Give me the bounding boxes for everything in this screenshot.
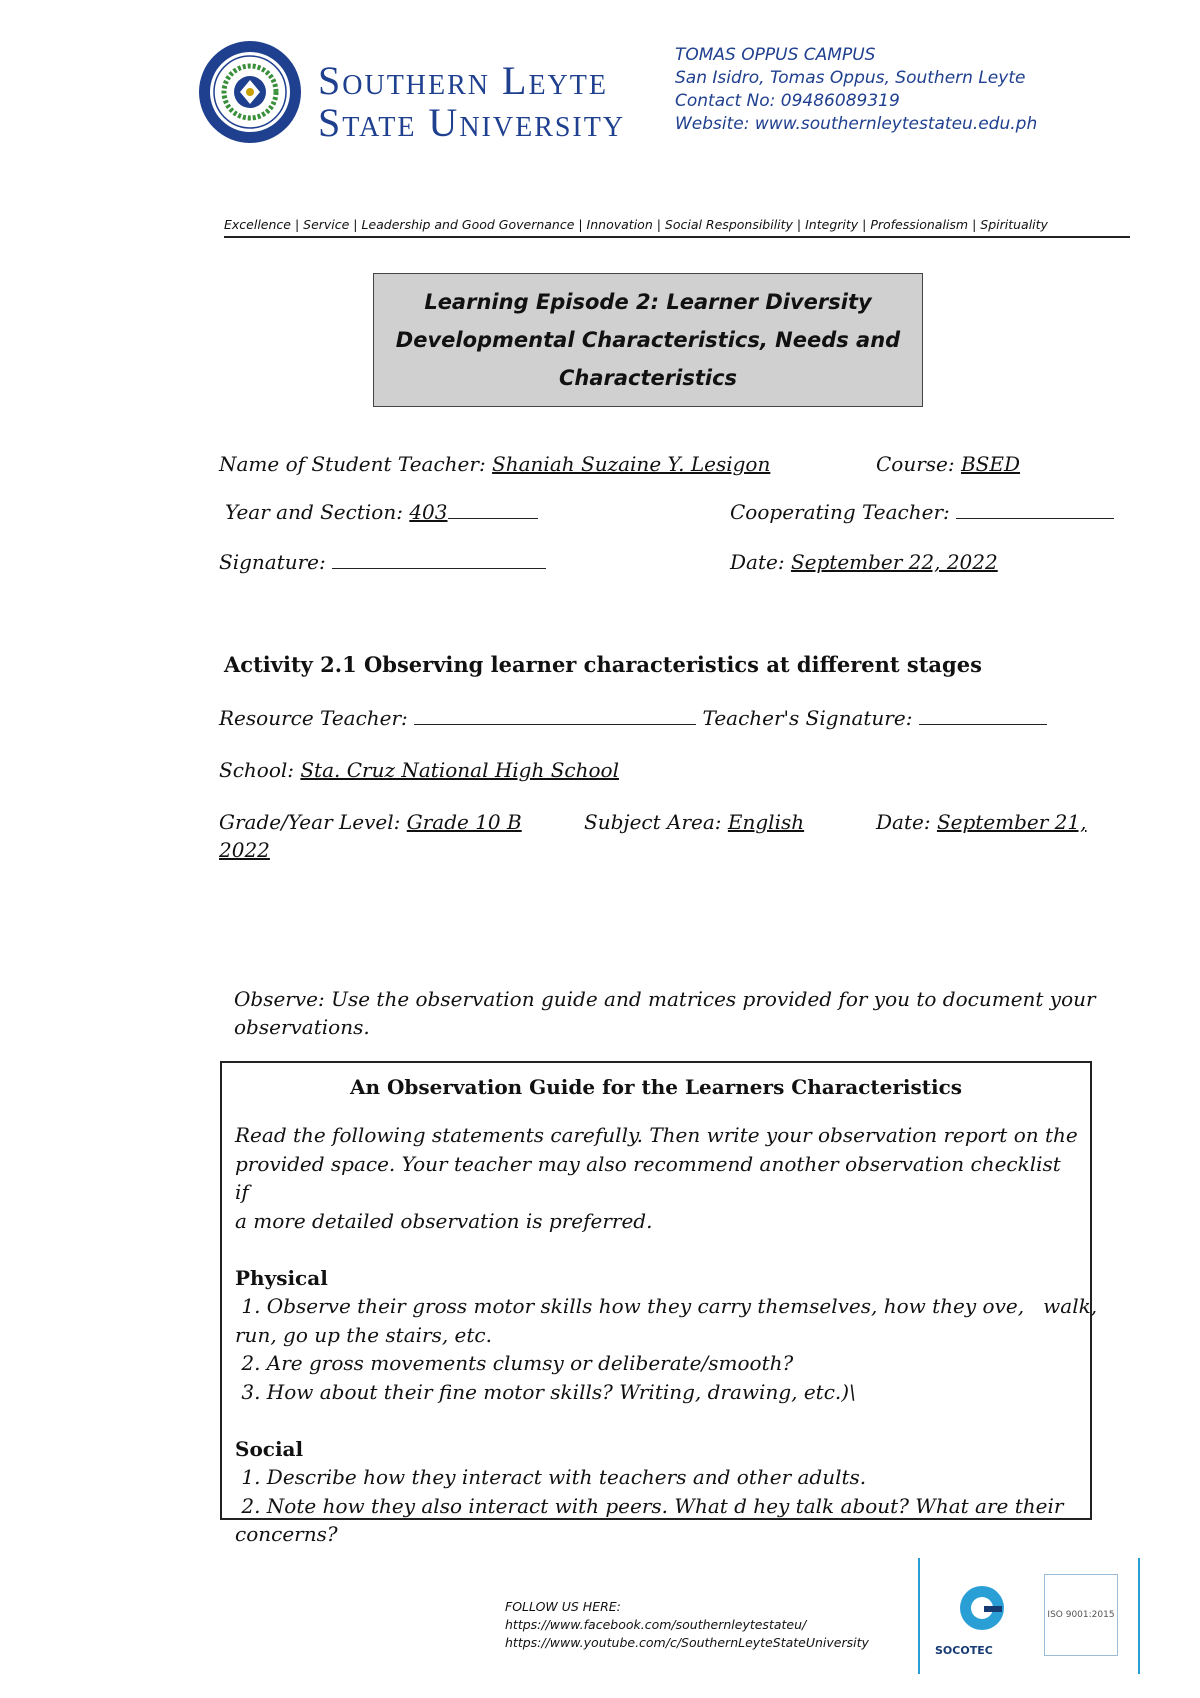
socotec-logo-icon	[940, 1572, 1024, 1642]
activity-title: Activity 2.1 Observing learner characteristics at different stages	[224, 652, 982, 677]
guide-title: An Observation Guide for the Learners Characteristics	[349, 1075, 963, 1099]
social-heading: Social	[235, 1436, 304, 1461]
year-section-value: 403	[409, 500, 448, 524]
observe-instructions	[234, 985, 1104, 1041]
social-item-2b: concerns?	[235, 1522, 338, 1546]
school-label: School:	[219, 758, 294, 782]
physical-item-3: 3. How about their fine motor skills? Writing, drawing, etc.)\	[235, 1379, 856, 1404]
episode-title-line3: Characteristics	[558, 366, 738, 390]
signature-label: Signature:	[219, 550, 326, 574]
observe-line2: observations.	[234, 1015, 370, 1039]
subject-field	[584, 810, 804, 834]
year-section-blank	[448, 500, 538, 519]
episode-title-line1: Learning Episode 2: Learner Diversity	[424, 290, 872, 314]
university-name-line1: Southern Leyte	[318, 58, 608, 103]
subject-label: Subject Area:	[584, 810, 722, 834]
signature-blank	[332, 550, 546, 569]
physical-item-1a: 1. Observe their gross motor skills how they carry themselves, how they ove, walk,	[235, 1294, 1098, 1318]
campus-address: San Isidro, Tomas Oppus, Southern Leyte	[675, 68, 1026, 88]
activity-date-label: Date:	[876, 810, 931, 834]
episode-title-line2: Developmental Characteristics, Needs and	[395, 328, 901, 352]
university-seal-logo	[198, 40, 302, 144]
observation-guide-box	[220, 1061, 1098, 1546]
activity-date-field	[876, 810, 1086, 834]
school-value: Sta. Cruz National High School	[300, 758, 619, 782]
social-item-2a: 2. Note how they also interact with peers. What d hey talk about? What are their	[235, 1493, 1064, 1518]
course-value: BSED	[960, 452, 1021, 476]
socotec-label: SOCOTEC	[935, 1644, 993, 1657]
youtube-link[interactable]: https://www.youtube.com/c/SouthernLeyteStateUniversity	[505, 1635, 869, 1650]
follow-us-label: FOLLOW US HERE:	[505, 1599, 621, 1614]
school-field	[219, 758, 619, 782]
physical-heading: Physical	[235, 1265, 328, 1290]
resource-teacher-blank	[414, 706, 696, 725]
campus-name: TOMAS OPPUS CAMPUS	[675, 45, 876, 65]
signature-field	[219, 550, 546, 574]
date-field	[730, 550, 998, 574]
student-name-value: Shaniah Suzaine Y. Lesigon	[492, 452, 771, 476]
cooperating-teacher-label: Cooperating Teacher:	[730, 500, 950, 524]
year-section-field	[225, 500, 538, 524]
year-section-label: Year and Section:	[225, 500, 403, 524]
physical-item-2: 2. Are gross movements clumsy or deliberate/smooth?	[235, 1351, 794, 1375]
cooperating-teacher-field	[730, 500, 1114, 524]
resource-teacher-field	[219, 706, 1047, 730]
grade-value: Grade 10 B	[406, 810, 522, 834]
resource-teacher-label: Resource Teacher:	[219, 706, 408, 730]
core-values: Excellence | Service | Leadership and Good Governance | Innovation | Social Responsibility | Integrity | Professionalism | Spirituality	[224, 217, 1048, 232]
student-name-label: Name of Student Teacher:	[219, 452, 486, 476]
course-label: Course:	[876, 452, 955, 476]
cooperating-teacher-blank	[956, 500, 1114, 519]
grade-field	[219, 810, 522, 834]
subject-value: English	[727, 810, 805, 834]
activity-date-value: September 21,	[936, 810, 1087, 834]
course-field	[876, 452, 1020, 476]
teacher-signature-blank	[919, 706, 1047, 725]
header-divider	[224, 236, 1130, 238]
date-value: September 22, 2022	[790, 550, 998, 574]
campus-contact-block	[675, 44, 1037, 136]
footer-links	[505, 1598, 869, 1652]
guide-intro-line2: provided space. Your teacher may also recommend another observation checklist if	[235, 1151, 1061, 1204]
guide-intro-line3: a more detailed observation is preferred.	[235, 1208, 653, 1233]
website: Website: www.southernleytestateu.edu.ph	[675, 114, 1038, 134]
observe-line1: Observe: Use the observation guide and matrices provided for you to document your	[234, 987, 1096, 1011]
grade-label: Grade/Year Level:	[219, 810, 401, 834]
iso-certification-badge: ISO 9001:2015	[1044, 1574, 1118, 1656]
teacher-signature-label: Teacher's Signature:	[702, 706, 913, 730]
guide-intro-line1: Read the following statements carefully. Then write your observation report on the	[235, 1123, 1078, 1147]
activity-date-year: 2022	[219, 838, 270, 862]
student-name-field	[219, 452, 770, 476]
physical-item-1b: run, go up the stairs, etc.	[235, 1322, 492, 1347]
contact-number: Contact No: 09486089319	[675, 91, 900, 111]
facebook-link[interactable]: https://www.facebook.com/southernleytestateu/	[505, 1617, 807, 1632]
guide-body	[235, 1121, 1098, 1549]
date-label: Date:	[730, 550, 785, 574]
episode-title-box	[373, 273, 923, 407]
activity-date-continued	[219, 838, 270, 862]
social-item-1: 1. Describe how they interact with teachers and other adults.	[235, 1465, 867, 1489]
university-name-line2: State University	[318, 100, 626, 145]
